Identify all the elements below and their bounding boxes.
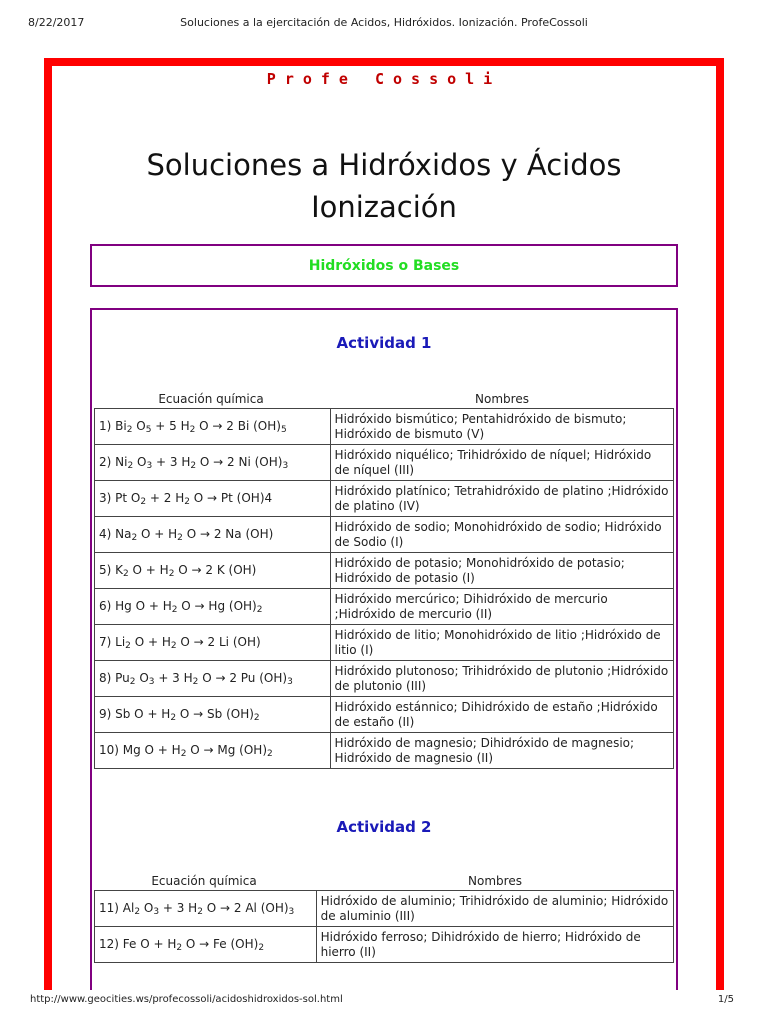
equation-subscript: 2 xyxy=(131,533,138,543)
equation-text: O → 2 K (OH) xyxy=(174,563,257,577)
equation-text: 6) Hg O + H xyxy=(99,599,172,613)
print-date: 8/22/2017 xyxy=(28,16,85,29)
names-cell: Hidróxido bismútico; Pentahidróxido de bismuto; Hidróxido de bismuto (V) xyxy=(330,409,673,445)
equation-cell xyxy=(95,697,331,733)
equation-text: + 3 H xyxy=(159,901,198,915)
equation-subscript: 2 xyxy=(140,497,147,507)
equation-subscript: 2 xyxy=(192,677,199,687)
equation-cell xyxy=(95,927,317,963)
equation-text: 5) K xyxy=(99,563,123,577)
equation-text: O → Sb (OH) xyxy=(176,707,254,721)
equation-subscript: 2 xyxy=(171,605,178,615)
equation-subscript: 2 xyxy=(253,713,260,723)
equation-subscript: 2 xyxy=(127,461,134,471)
equation-subscript: 3 xyxy=(288,907,295,917)
equation-cell xyxy=(95,661,331,697)
names-cell: Hidróxido de litio; Monohidróxido de litio ;Hidróxido de litio (I) xyxy=(330,625,673,661)
equation-subscript: 2 xyxy=(123,569,129,579)
equation-text: 3) Pt O xyxy=(99,491,141,505)
equation-cell xyxy=(95,409,331,445)
activity-2-table xyxy=(94,890,674,963)
activity-2-header-equation: Ecuación química xyxy=(151,874,257,888)
equation-subscript: 2 xyxy=(176,943,183,953)
activity-1-table xyxy=(94,408,674,769)
equation-text: 4) Na xyxy=(99,527,132,541)
table-row xyxy=(95,517,674,553)
equation-text: O → 2 Ni (OH) xyxy=(196,455,283,469)
activity-2-header-names: Nombres xyxy=(468,874,522,888)
equation-subscript: 2 xyxy=(129,677,136,687)
equation-text: O xyxy=(140,901,154,915)
equation-subscript: 2 xyxy=(256,605,263,615)
activities-box xyxy=(90,308,678,990)
page-frame xyxy=(44,58,724,990)
equation-cell xyxy=(95,891,317,927)
page-content xyxy=(52,66,716,990)
table-row xyxy=(95,733,674,769)
equation-text: + 3 H xyxy=(152,455,191,469)
table-row xyxy=(95,409,674,445)
equation-text: 9) Sb O + H xyxy=(99,707,171,721)
print-header xyxy=(0,16,768,30)
equation-text: + 3 H xyxy=(154,671,193,685)
equation-text: 7) Li xyxy=(99,635,126,649)
equation-subscript: 2 xyxy=(267,749,273,759)
page-title-line-1: Soluciones a Hidróxidos y Ácidos xyxy=(146,148,622,182)
equation-subscript: 5 xyxy=(145,425,152,435)
equation-text: 2) Ni xyxy=(99,455,128,469)
names-cell: Hidróxido ferroso; Dihidróxido de hierro; Hidróxido de hierro (II) xyxy=(316,927,673,963)
equation-text: O → Pt (OH)4 xyxy=(189,491,273,505)
table-row xyxy=(95,697,674,733)
equation-text: O xyxy=(133,455,147,469)
equation-text: 8) Pu xyxy=(99,671,130,685)
activity-1-title: Actividad 1 xyxy=(336,334,432,352)
equation-cell xyxy=(95,625,331,661)
names-cell: Hidróxido platínico; Tetrahidróxido de platino ;Hidróxido de platino (IV) xyxy=(330,481,673,517)
page-title xyxy=(52,144,716,228)
print-footer xyxy=(0,994,768,1008)
equation-subscript: 5 xyxy=(280,425,287,435)
equation-subscript: 2 xyxy=(180,749,187,759)
equation-subscript: 2 xyxy=(189,425,196,435)
table-row xyxy=(95,927,674,963)
equation-text: 10) Mg O + H xyxy=(99,743,181,757)
names-cell: Hidróxido estánnico; Dihidróxido de estaño ;Hidróxido de estaño (II) xyxy=(330,697,673,733)
equation-subscript: 3 xyxy=(287,677,293,687)
equation-text: O + H xyxy=(137,527,178,541)
names-cell: Hidróxido de magnesio; Dihidróxido de magnesio; Hidróxido de magnesio (II) xyxy=(330,733,673,769)
equation-text: O → 2 Bi (OH) xyxy=(195,419,281,433)
equation-cell xyxy=(95,553,331,589)
equation-text: 12) Fe O + H xyxy=(99,937,177,951)
section-title: Hidróxidos o Bases xyxy=(308,257,460,274)
equation-subscript: 3 xyxy=(146,461,153,471)
names-cell: Hidróxido de potasio; Monohidróxido de potasio; Hidróxido de potasio (I) xyxy=(330,553,673,589)
print-page-title: Soluciones a la ejercitación de Acidos, Hidróxidos. Ionización. ProfeCossoli xyxy=(180,16,588,29)
equation-subscript: 2 xyxy=(258,943,265,953)
activity-1-header-equation: Ecuación química xyxy=(158,392,264,406)
brand-title: Profe Cossoli xyxy=(266,70,502,88)
equation-text: O + H xyxy=(130,635,171,649)
equation-text: O → Mg (OH) xyxy=(186,743,267,757)
equation-cell xyxy=(95,589,331,625)
equation-text: 11) Al xyxy=(99,901,135,915)
equation-cell xyxy=(95,481,331,517)
activity-2-title: Actividad 2 xyxy=(336,818,432,836)
equation-subscript: 2 xyxy=(184,497,190,507)
equation-cell xyxy=(95,445,331,481)
equation-text: O → 2 Al (OH) xyxy=(202,901,289,915)
equation-text: O xyxy=(132,419,146,433)
activity-1-header-names: Nombres xyxy=(475,392,529,406)
equation-text: 1) Bi xyxy=(99,419,127,433)
table-row xyxy=(95,445,674,481)
equation-subscript: 3 xyxy=(148,677,155,687)
equation-text: + 2 H xyxy=(146,491,185,505)
print-page-number: 1/5 xyxy=(717,994,734,1005)
names-cell: Hidróxido niquélico; Trihidróxido de níquel; Hidróxido de níquel (III) xyxy=(330,445,673,481)
equation-subscript: 2 xyxy=(170,713,177,723)
table-row xyxy=(95,553,674,589)
table-row xyxy=(95,625,674,661)
equation-cell xyxy=(95,733,331,769)
equation-subscript: 3 xyxy=(153,907,160,917)
equation-text: O → Fe (OH) xyxy=(182,937,259,951)
table-row xyxy=(95,481,674,517)
equation-subscript: 2 xyxy=(134,907,141,917)
names-cell: Hidróxido de aluminio; Trihidróxido de aluminio; Hidróxido de aluminio (III) xyxy=(316,891,673,927)
equation-text: O → 2 Na (OH) xyxy=(182,527,274,541)
table-row xyxy=(95,661,674,697)
section-header-box xyxy=(90,244,678,287)
equation-subscript: 2 xyxy=(190,461,197,471)
equation-subscript: 2 xyxy=(168,569,175,579)
equation-subscript: 2 xyxy=(197,907,203,917)
equation-text: O → 2 Pu (OH) xyxy=(198,671,288,685)
equation-text: O xyxy=(135,671,149,685)
equation-subscript: 2 xyxy=(177,533,183,543)
names-cell: Hidróxido mercúrico; Dihidróxido de mercurio ;Hidróxido de mercurio (II) xyxy=(330,589,673,625)
print-url: http://www.geocities.ws/profecossoli/acidoshidroxidos-sol.html xyxy=(30,994,343,1005)
equation-text: O + H xyxy=(128,563,169,577)
equation-text: O → Hg (OH) xyxy=(177,599,257,613)
equation-subscript: 2 xyxy=(126,425,133,435)
names-cell: Hidróxido plutonoso; Trihidróxido de plutonio ;Hidróxido de plutonio (III) xyxy=(330,661,673,697)
equation-subscript: 2 xyxy=(125,641,131,651)
table-row xyxy=(95,589,674,625)
equation-cell xyxy=(95,517,331,553)
equation-subscript: 2 xyxy=(170,641,177,651)
page-title-line-2: Ionización xyxy=(311,190,457,224)
table-row xyxy=(95,891,674,927)
equation-text: + 5 H xyxy=(151,419,190,433)
names-cell: Hidróxido de sodio; Monohidróxido de sodio; Hidróxido de Sodio (I) xyxy=(330,517,673,553)
equation-text: O → 2 Li (OH) xyxy=(176,635,261,649)
equation-subscript: 3 xyxy=(282,461,289,471)
